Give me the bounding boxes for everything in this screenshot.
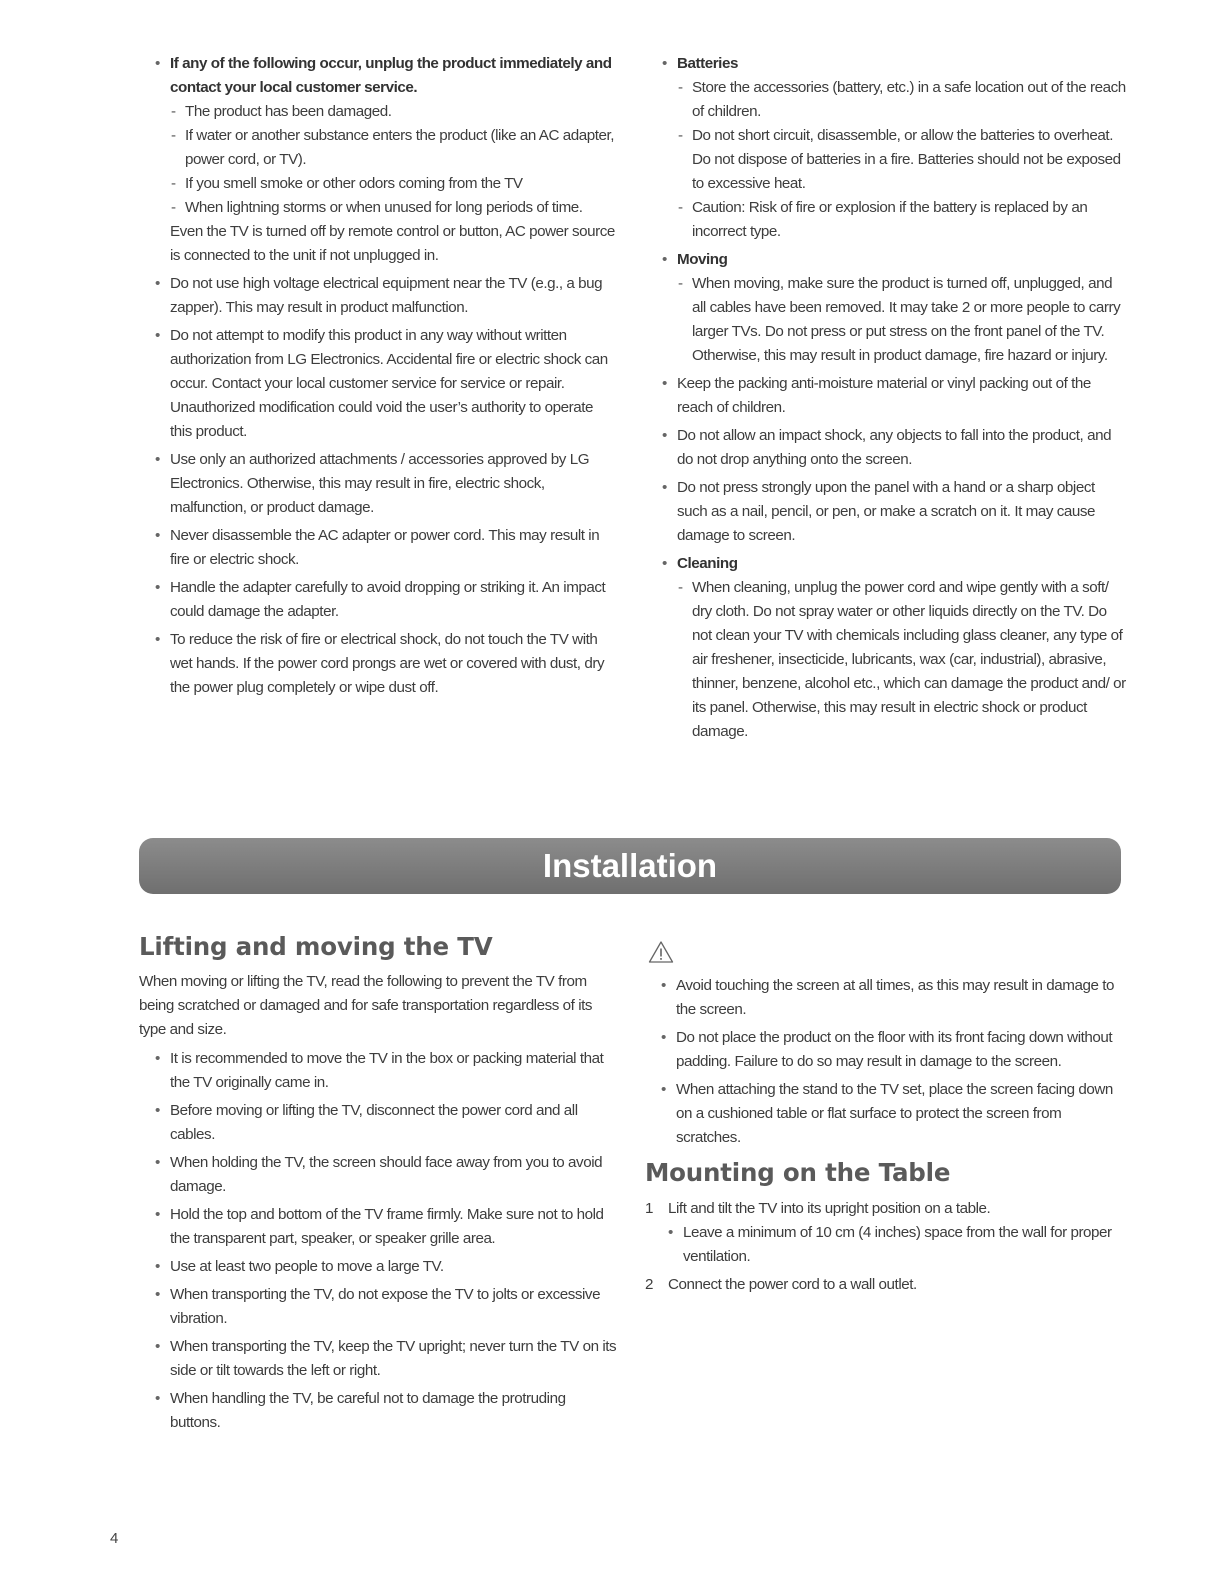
sub-item: - When moving, make sure the product is turned off, unplugged, and all cables have been removed. It may take 2 or more people to carry larger TVs. Do not press or put stress on the front panel of the TV. Otherwise, this may result in product damage, fire hazard or injury. [677, 272, 1128, 368]
list-item: • To reduce the risk of fire or electrical shock, do not touch the TV with wet hands. If the power cord prongs are wet or covered with dust, dry the power plug completely or wipe dust off. [155, 628, 617, 700]
mounting-title: Mounting on the Table [645, 1158, 951, 1187]
list-item: • Before moving or lifting the TV, disconnect the power cord and all cables. [155, 1099, 617, 1147]
top-right-column [662, 52, 1128, 748]
list-item: • Hold the top and bottom of the TV frame firmly. Make sure not to hold the transparent part, speaker, or speaker grille area. [155, 1203, 617, 1251]
step-1 [645, 1197, 1127, 1269]
sub-item: - If you smell smoke or other odors coming from the TV [170, 172, 617, 196]
sub-item: - Store the accessories (battery, etc.) in a safe location out of the reach of children. [677, 76, 1128, 124]
moving-section [662, 248, 1128, 368]
list-item: • When transporting the TV, keep the TV upright; never turn the TV on its side or tilt towards the left or right. [155, 1335, 617, 1383]
step-2 [645, 1273, 1127, 1297]
list-item: • When attaching the stand to the TV set, place the screen facing down on a cushioned table or flat surface to protect the screen from scratches. [661, 1078, 1127, 1150]
list-item: • Handle the adapter carefully to avoid dropping or striking it. An impact could damage the adapter. [155, 576, 617, 624]
page-number: 4 [110, 1530, 119, 1547]
lifting-column [139, 970, 617, 1439]
step-number: 2 [645, 1276, 653, 1293]
list-item: • When holding the TV, the screen should face away from you to avoid damage. [155, 1151, 617, 1199]
sub-item: - The product has been damaged. [170, 100, 617, 124]
mounting-column [645, 1197, 1127, 1301]
list-item: • When handling the TV, be careful not to damage the protruding buttons. [155, 1387, 617, 1435]
sub-item: - When lightning storms or when unused for long periods of time. [170, 196, 617, 220]
list-item: • Do not allow an impact shock, any objects to fall into the product, and do not drop anything onto the screen. [662, 424, 1128, 472]
list-item: • Do not press strongly upon the panel with a hand or a sharp object such as a nail, pencil, or pen, or make a scratch on it. It may cause damage to screen. [662, 476, 1128, 548]
list-item: • Use only an authorized attachments / accessories approved by LG Electronics. Otherwise, this may result in fire, electric shock, malfunction, or product damage. [155, 448, 617, 520]
list-item: • Avoid touching the screen at all times, as this may result in damage to the screen. [661, 974, 1127, 1022]
warning-triangle-icon [648, 940, 674, 969]
step-text: Connect the power cord to a wall outlet. [668, 1276, 917, 1293]
list-item: • Do not use high voltage electrical equipment near the TV (e.g., a bug zapper). This may result in product malfunction. [155, 272, 617, 320]
batteries-heading: • Batteries [677, 55, 738, 72]
step-number: 1 [645, 1200, 653, 1217]
unplug-warning-bullet [155, 52, 617, 268]
top-left-column [155, 52, 617, 704]
lifting-intro: When moving or lifting the TV, read the following to prevent the TV from being scratched or damaged and for safe transportation regardless of its type and size. [139, 973, 593, 1038]
list-item: • Use at least two people to move a large TV. [155, 1255, 617, 1279]
caution-column [661, 974, 1127, 1154]
batteries-section [662, 52, 1128, 244]
list-item: • Do not place the product on the floor with its front facing down without padding. Failure to do so may result in damage to the screen. [661, 1026, 1127, 1074]
list-item: • It is recommended to move the TV in the box or packing material that the TV originally came in. [155, 1047, 617, 1095]
cleaning-section [662, 552, 1128, 744]
list-item: • Do not attempt to modify this product in any way without written authorization from LG Electronics. Accidental fire or electric shock can occur. Contact your local customer service for service or repair. Unauthorized modification could void the user’s authority to operate this product. [155, 324, 617, 444]
unplug-warning-heading: • If any of the following occur, unplug the product immediately and contact your local customer service. [170, 55, 612, 96]
sub-item: - If water or another substance enters the product (like an AC adapter, power cord, or TV). [170, 124, 617, 172]
ac-power-note: Even the TV is turned off by remote control or button, AC power source is connected to the unit if not unplugged in. [170, 223, 615, 264]
sub-item: - Caution: Risk of fire or explosion if the battery is replaced by an incorrect type. [677, 196, 1128, 244]
cleaning-heading: • Cleaning [677, 555, 738, 572]
list-item: • Leave a minimum of 10 cm (4 inches) space from the wall for proper ventilation. [668, 1221, 1127, 1269]
sub-item: - Do not short circuit, disassemble, or allow the batteries to overheat. Do not dispose of batteries in a fire. Batteries should not be exposed to excessive heat. [677, 124, 1128, 196]
sub-item: - When cleaning, unplug the power cord and wipe gently with a soft/ dry cloth. Do not spray water or other liquids directly on the TV. Do not clean your TV with chemicals including glass cleaner, any type of air freshener, insecticide, lubricants, wax (car, industrial), abrasive, thinner, benzene, alcohol etc., which can damage the product and/ or its panel. Otherwise, this may result in electric shock or product damage. [677, 576, 1128, 744]
installation-banner: Installation [139, 838, 1121, 894]
list-item: • Keep the packing anti-moisture material or vinyl packing out of the reach of children. [662, 372, 1128, 420]
step-text: Lift and tilt the TV into its upright position on a table. [668, 1200, 991, 1217]
lifting-title: Lifting and moving the TV [139, 932, 493, 961]
list-item: • Never disassemble the AC adapter or power cord. This may result in fire or electric shock. [155, 524, 617, 572]
list-item: • When transporting the TV, do not expose the TV to jolts or excessive vibration. [155, 1283, 617, 1331]
moving-heading: • Moving [677, 251, 728, 268]
